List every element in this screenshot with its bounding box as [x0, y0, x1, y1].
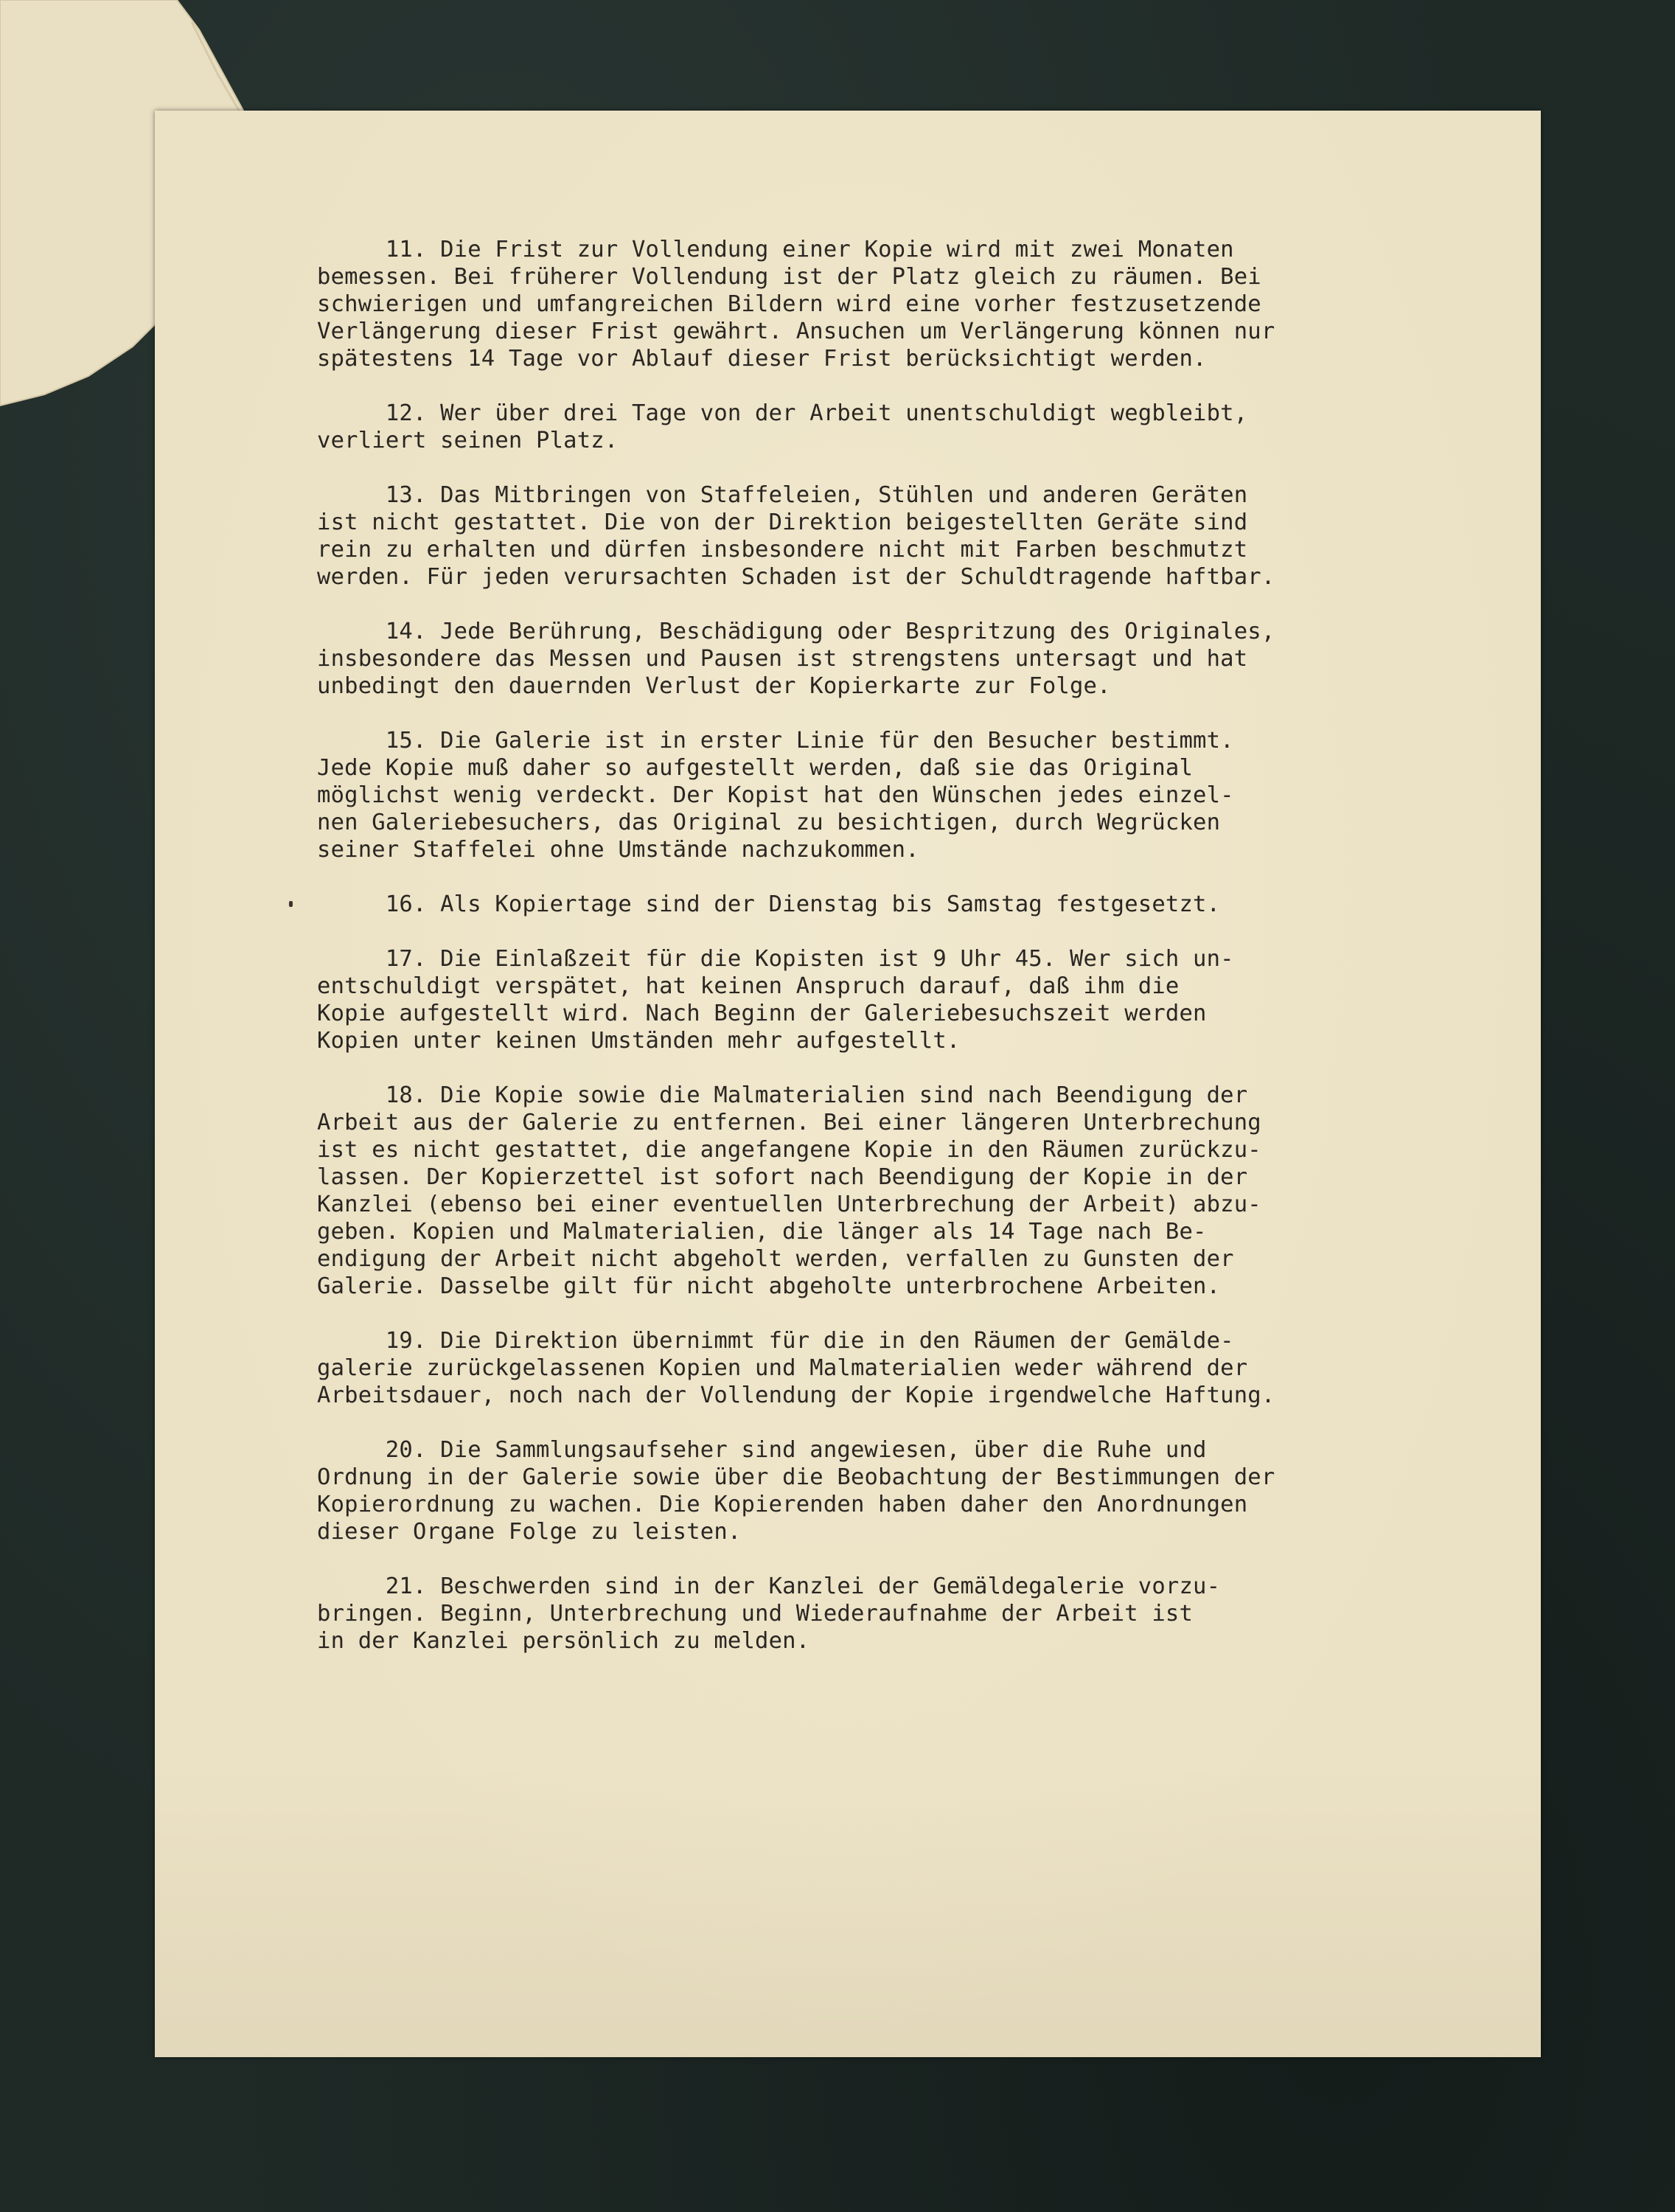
text-line: endigung der Arbeit nicht abgeholt werden, verfallen zu Gunsten der — [317, 1246, 1234, 1272]
margin-mark — [289, 901, 293, 907]
text-line: galerie zurückgelassenen Kopien und Malmaterialien weder während der — [317, 1355, 1248, 1381]
text-line: dieser Organe Folge zu leisten. — [317, 1519, 742, 1545]
text-line: spätestens 14 Tage vor Ablauf dieser Frist berücksichtigt werden. — [317, 346, 1207, 372]
typed-text-body — [317, 236, 1349, 1682]
text-line: 16. Als Kopiertage sind der Dienstag bis Samstag festgesetzt. — [317, 891, 1221, 917]
text-line: lassen. Der Kopierzettel ist sofort nach Beendigung der Kopie in der — [317, 1164, 1248, 1190]
paragraph-18 — [317, 1082, 1349, 1300]
text-line: unbedingt den dauernden Verlust der Kopierkarte zur Folge. — [317, 673, 1111, 699]
text-line: Kopien unter keinen Umständen mehr aufgestellt. — [317, 1028, 961, 1054]
text-line: insbesondere das Messen und Pausen ist strengstens untersagt und hat — [317, 646, 1248, 672]
text-line: 18. Die Kopie sowie die Malmaterialien sind nach Beendigung der — [317, 1082, 1248, 1108]
text-line: 21. Beschwerden sind in der Kanzlei der Gemäldegalerie vorzu- — [317, 1573, 1221, 1599]
text-line: Arbeit aus der Galerie zu entfernen. Bei einer längeren Unterbrechung — [317, 1110, 1261, 1135]
text-line: Ordnung in der Galerie sowie über die Beobachtung der Bestimmungen der — [317, 1464, 1275, 1490]
text-line: Kopierordnung zu wachen. Die Kopierenden haben daher den Anordnungen — [317, 1492, 1248, 1517]
text-line: 17. Die Einlaßzeit für die Kopisten ist 9 Uhr 45. Wer sich un- — [317, 946, 1234, 972]
text-line: Verlängerung dieser Frist gewährt. Ansuchen um Verlängerung können nur — [317, 319, 1275, 344]
paragraph-20 — [317, 1436, 1349, 1545]
text-line: 12. Wer über drei Tage von der Arbeit unentschuldigt wegbleibt, — [317, 400, 1248, 426]
text-line: ist es nicht gestattet, die angefangene Kopie in den Räumen zurückzu- — [317, 1137, 1261, 1163]
paragraph-11 — [317, 236, 1349, 372]
text-line: Kopie aufgestellt wird. Nach Beginn der Galeriebesuchszeit werden — [317, 1001, 1207, 1026]
text-line: bringen. Beginn, Unterbrechung und Wiederaufnahme der Arbeit ist — [317, 1601, 1194, 1627]
text-line: 13. Das Mitbringen von Staffeleien, Stühlen und anderen Geräten — [317, 482, 1248, 508]
text-line: möglichst wenig verdeckt. Der Kopist hat den Wünschen jedes einzel- — [317, 782, 1234, 808]
paragraph-16 — [317, 891, 1349, 918]
text-line: 15. Die Galerie ist in erster Linie für den Besucher bestimmt. — [317, 728, 1234, 754]
text-line: 20. Die Sammlungsaufseher sind angewiesen, über die Ruhe und — [317, 1437, 1207, 1463]
text-line: Jede Kopie muß daher so aufgestellt werden, daß sie das Original — [317, 755, 1194, 781]
document-sheet — [155, 111, 1541, 2057]
text-line: werden. Für jeden verursachten Schaden ist der Schuldtragende haftbar. — [317, 564, 1275, 590]
paragraph-14 — [317, 618, 1349, 700]
paragraph-13 — [317, 481, 1349, 591]
paragraph-19 — [317, 1327, 1349, 1409]
paragraph-12 — [317, 400, 1349, 454]
text-line: schwierigen und umfangreichen Bildern wird eine vorher festzusetzende — [317, 291, 1261, 317]
text-line: rein zu erhalten und dürfen insbesondere nicht mit Farben beschmutzt — [317, 537, 1248, 563]
text-line: 11. Die Frist zur Vollendung einer Kopie wird mit zwei Monaten — [317, 237, 1234, 262]
text-line: geben. Kopien und Malmaterialien, die länger als 14 Tage nach Be- — [317, 1219, 1207, 1245]
text-line: in der Kanzlei persönlich zu melden. — [317, 1628, 810, 1654]
paragraph-15 — [317, 727, 1349, 863]
paragraph-21 — [317, 1573, 1349, 1655]
text-line: Galerie. Dasselbe gilt für nicht abgeholte unterbrochene Arbeiten. — [317, 1273, 1221, 1299]
text-line: ist nicht gestattet. Die von der Direktion beigestellten Geräte sind — [317, 509, 1248, 535]
text-line: Arbeitsdauer, noch nach der Vollendung der Kopie irgendwelche Haftung. — [317, 1382, 1275, 1408]
text-line: verliert seinen Platz. — [317, 428, 619, 453]
text-line: entschuldigt verspätet, hat keinen Anspruch darauf, daß ihm die — [317, 973, 1180, 999]
paragraph-17 — [317, 945, 1349, 1054]
text-line: seiner Staffelei ohne Umstände nachzukommen. — [317, 837, 919, 863]
text-line: bemessen. Bei früherer Vollendung ist der Platz gleich zu räumen. Bei — [317, 264, 1261, 290]
text-line: 14. Jede Berührung, Beschädigung oder Bespritzung des Originales, — [317, 619, 1275, 644]
text-line: Kanzlei (ebenso bei einer eventuellen Unterbrechung der Arbeit) abzu- — [317, 1192, 1261, 1217]
text-line: 19. Die Direktion übernimmt für die in den Räumen der Gemälde- — [317, 1328, 1234, 1354]
text-line: nen Galeriebesuchers, das Original zu besichtigen, durch Wegrücken — [317, 810, 1221, 835]
